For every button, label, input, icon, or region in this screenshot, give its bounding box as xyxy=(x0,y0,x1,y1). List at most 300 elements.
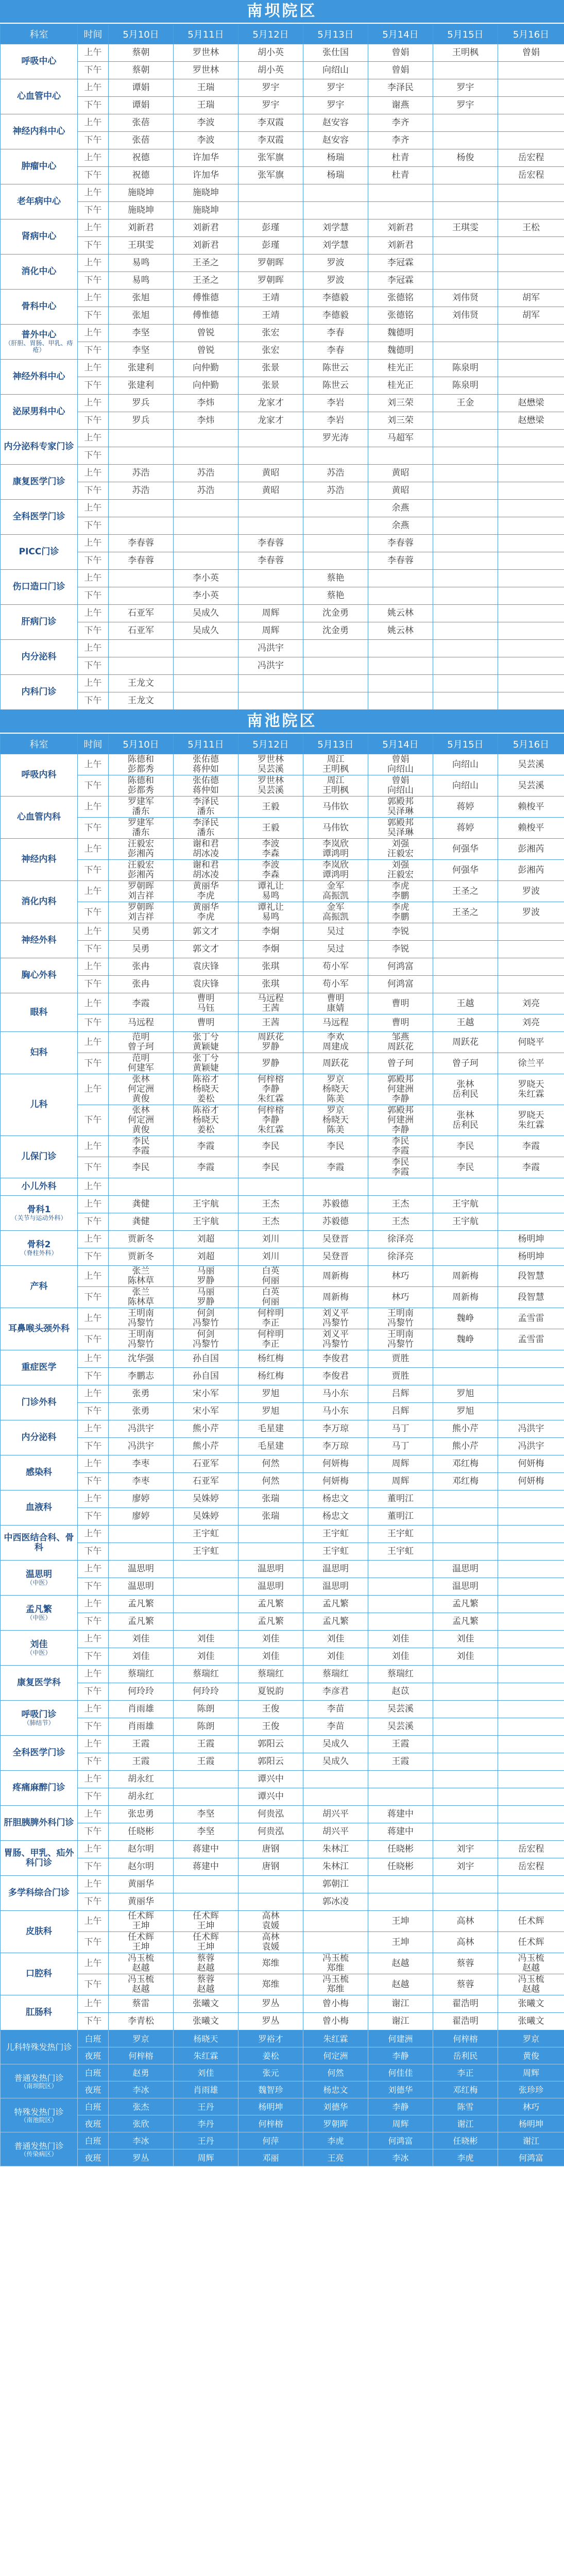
doctor-cell xyxy=(174,1788,238,1806)
doctor-cell xyxy=(368,1858,433,1876)
cell-line: 范明 xyxy=(132,1053,150,1063)
doctor-cell xyxy=(303,1613,368,1631)
doctor-cell xyxy=(109,79,174,97)
cell-line: 宋小军 xyxy=(193,1406,219,1416)
time-slot: 下午 xyxy=(78,237,109,255)
cell-line: 李齐 xyxy=(391,117,409,128)
doctor-cell xyxy=(174,1053,238,1074)
cell-line: 王毅 xyxy=(262,822,280,833)
cell-line: 曾锐 xyxy=(197,328,215,338)
doctor-cell xyxy=(368,114,433,132)
cell-line: 陈德和 xyxy=(128,775,154,786)
doctor-cell xyxy=(109,1841,174,1858)
cell-line: 李青松 xyxy=(128,2016,154,2026)
doctor-cell xyxy=(368,342,433,360)
doctor-cell xyxy=(238,1788,303,1806)
time-slot: 上午 xyxy=(78,290,109,307)
doctor-cell xyxy=(109,2149,174,2166)
schedule-row xyxy=(1,482,564,500)
doctor-cell xyxy=(368,2081,433,2098)
time-slot: 上午 xyxy=(78,881,109,902)
doctor-cell xyxy=(498,1438,564,1455)
time-slot: 下午 xyxy=(78,1823,109,1841)
doctor-cell xyxy=(498,605,564,622)
doctor-cell xyxy=(174,1455,238,1473)
cell-line: 吴成久 xyxy=(193,625,219,636)
cell-line: 汪毅宏 xyxy=(128,839,154,849)
doctor-cell xyxy=(303,2098,368,2115)
doctor-cell xyxy=(174,1074,238,1105)
schedule-row xyxy=(1,290,564,307)
doctor-cell xyxy=(238,1287,303,1308)
cell-line: 潘东 xyxy=(132,827,150,838)
cell-line: 赵懋梁 xyxy=(518,415,544,426)
cell-line: 吴芸溪 xyxy=(518,780,544,791)
cell-line: 何建洲 xyxy=(387,1115,414,1125)
doctor-cell xyxy=(303,412,368,430)
cell-line: 熊小芹 xyxy=(452,1423,478,1434)
doctor-cell xyxy=(433,1508,498,1526)
doctor-cell xyxy=(498,1893,564,1911)
schedule-row xyxy=(1,1350,564,1368)
doctor-cell xyxy=(238,62,303,79)
cell-line: 杨明坤 xyxy=(518,2119,543,2129)
doctor-cell xyxy=(368,1287,433,1308)
doctor-cell xyxy=(433,1248,498,1266)
doctor-cell xyxy=(109,675,174,692)
cell-line: 王龙文 xyxy=(128,678,154,688)
schedule-row xyxy=(1,1490,564,1508)
doctor-cell xyxy=(109,2030,174,2047)
doctor-cell xyxy=(433,2047,498,2064)
doctor-cell xyxy=(368,1578,433,1596)
doctor-cell xyxy=(498,167,564,184)
doctor-cell xyxy=(303,202,368,219)
cell-line: 杜青 xyxy=(391,170,409,180)
cell-line: 汪毅宏 xyxy=(128,860,154,870)
doctor-cell xyxy=(368,1631,433,1648)
doctor-cell xyxy=(303,1157,368,1178)
cell-line: 何妍梅 xyxy=(322,1476,349,1486)
doctor-cell xyxy=(174,1196,238,1213)
cell-line: 李泽民 xyxy=(193,796,219,807)
cell-line: 冯洪宇 xyxy=(518,1423,544,1434)
time-slot: 上午 xyxy=(78,1308,109,1329)
doctor-cell xyxy=(498,2132,564,2149)
cell-line: 李森 xyxy=(262,849,280,859)
doctor-cell xyxy=(498,675,564,692)
doctor-cell xyxy=(433,149,498,167)
doctor-cell xyxy=(174,1932,238,1953)
schedule-table xyxy=(0,734,564,2166)
doctor-cell xyxy=(433,395,498,412)
cell-line: 马远程 xyxy=(258,993,284,1004)
cell-line: 张杰 xyxy=(132,2102,149,2112)
doctor-cell xyxy=(303,79,368,97)
doctor-cell xyxy=(174,1438,238,1455)
cell-line: 李静 xyxy=(262,1084,280,1094)
doctor-cell xyxy=(238,775,303,796)
department-label: 内分泌科专家门诊 xyxy=(4,442,74,452)
doctor-cell xyxy=(498,1718,564,1736)
cell-line: 张旭 xyxy=(132,293,150,303)
cell-line: 赵越 xyxy=(197,1963,215,1973)
time-slot: 下午 xyxy=(78,818,109,839)
cell-line: 沈金勇 xyxy=(322,608,349,618)
doctor-cell xyxy=(498,2013,564,2030)
cell-line: 何萍 xyxy=(262,2136,279,2146)
doctor-cell xyxy=(368,1806,433,1823)
cell-line: 温思明 xyxy=(452,1581,478,1591)
cell-line: 陈泉明 xyxy=(452,380,478,391)
cell-line: 高振凯 xyxy=(322,891,349,901)
doctor-cell xyxy=(174,167,238,184)
doctor-cell xyxy=(174,1771,238,1788)
schedule-row xyxy=(1,958,564,976)
cell-line: 张瑞 xyxy=(262,1511,280,1521)
schedule-row xyxy=(1,1718,564,1736)
doctor-cell xyxy=(368,272,433,290)
time-slot: 下午 xyxy=(78,552,109,570)
department-label: 神经外科中心 xyxy=(12,371,65,382)
cell-line: 杨红梅 xyxy=(258,1371,284,1381)
department-name xyxy=(1,1701,78,1736)
schedule-row xyxy=(1,44,564,62)
doctor-cell xyxy=(174,1178,238,1196)
cell-line: 何丽 xyxy=(262,1297,280,1307)
doctor-cell xyxy=(238,44,303,62)
doctor-cell xyxy=(303,1974,368,1995)
doctor-cell xyxy=(174,62,238,79)
doctor-cell xyxy=(109,1995,174,2013)
cell-line: 黄丽华 xyxy=(193,881,219,891)
cell-line: 蒋仲如 xyxy=(193,764,219,774)
cell-line: 李岩 xyxy=(327,398,345,408)
doctor-cell xyxy=(109,958,174,976)
department-label: 门诊外科 xyxy=(21,1397,57,1408)
doctor-cell xyxy=(303,1287,368,1308)
cell-line: 冯玉梳 xyxy=(322,1974,349,1985)
doctor-cell xyxy=(174,2115,238,2132)
doctor-cell xyxy=(238,1718,303,1736)
doctor-cell xyxy=(238,1105,303,1136)
cell-line: 何玲玲 xyxy=(193,1686,219,1697)
schedule-row xyxy=(1,1771,564,1788)
doctor-cell xyxy=(174,1385,238,1403)
doctor-cell xyxy=(303,517,368,535)
cell-line: 刘佳 xyxy=(262,1651,280,1662)
doctor-cell xyxy=(368,2149,433,2166)
doctor-cell xyxy=(303,1473,368,1490)
cell-line: 王松 xyxy=(522,223,540,233)
doctor-cell xyxy=(238,605,303,622)
doctor-cell xyxy=(368,1178,433,1196)
department-label: 多学科综合门诊 xyxy=(8,1888,70,1898)
doctor-cell xyxy=(433,958,498,976)
cell-line: 任晓彬 xyxy=(453,2136,478,2146)
cell-line: 石亚军 xyxy=(128,625,154,636)
cell-line: 姚云林 xyxy=(387,608,414,618)
cell-line: 曹明 xyxy=(197,1018,215,1028)
doctor-cell xyxy=(433,307,498,325)
cell-line: 吴勇 xyxy=(132,944,150,954)
doctor-cell xyxy=(174,1858,238,1876)
cell-line: 罗旭 xyxy=(262,1388,280,1399)
doctor-cell xyxy=(368,1841,433,1858)
doctor-cell xyxy=(238,1032,303,1053)
special-row xyxy=(1,2098,564,2115)
time-slot: 上午 xyxy=(78,395,109,412)
department-label: 肾病中心 xyxy=(21,231,57,242)
doctor-cell xyxy=(433,941,498,958)
cell-line: 刘伟贤 xyxy=(452,310,478,320)
doctor-cell xyxy=(303,1403,368,1420)
department-name xyxy=(1,219,78,255)
cell-line: 李鹏 xyxy=(391,891,409,901)
doctor-cell xyxy=(174,552,238,570)
time-slot: 上午 xyxy=(78,1953,109,1974)
doctor-cell xyxy=(109,1771,174,1788)
cell-line: 岳利民 xyxy=(453,2050,478,2061)
cell-line: 罗静 xyxy=(262,1042,280,1052)
cell-line: 岳宏程 xyxy=(518,1861,544,1872)
doctor-cell xyxy=(498,839,564,860)
department-note: （中医） xyxy=(26,1614,52,1621)
doctor-cell xyxy=(368,500,433,517)
department-label: 全科医学门诊 xyxy=(12,1748,65,1758)
doctor-cell xyxy=(303,1932,368,1953)
doctor-cell xyxy=(238,958,303,976)
cell-line: 罗兵 xyxy=(132,398,150,408)
special-row xyxy=(1,2047,564,2064)
doctor-cell xyxy=(433,1385,498,1403)
cell-line: 毛星建 xyxy=(258,1423,284,1434)
doctor-cell xyxy=(433,62,498,79)
doctor-cell xyxy=(109,570,174,587)
doctor-cell xyxy=(498,377,564,395)
doctor-cell xyxy=(109,1053,174,1074)
time-slot: 夜班 xyxy=(78,2081,109,2098)
time-slot: 下午 xyxy=(78,1893,109,1911)
cell-line: 张忠勇 xyxy=(128,1809,154,1819)
department-name xyxy=(1,395,78,430)
cell-line: 岳宏程 xyxy=(518,170,544,180)
cell-line: 马钰 xyxy=(197,1003,215,1013)
time-slot: 下午 xyxy=(78,1788,109,1806)
doctor-cell xyxy=(174,839,238,860)
doctor-cell xyxy=(433,1876,498,1893)
doctor-cell xyxy=(109,2064,174,2081)
cell-line: 杨明坤 xyxy=(518,1234,544,1244)
doctor-cell xyxy=(109,1858,174,1876)
doctor-cell xyxy=(498,1753,564,1771)
time-slot: 下午 xyxy=(78,1718,109,1736)
cell-line: 何强华 xyxy=(452,865,478,875)
doctor-cell xyxy=(303,237,368,255)
doctor-cell xyxy=(498,2081,564,2098)
doctor-cell xyxy=(174,44,238,62)
doctor-cell xyxy=(109,622,174,640)
department-name xyxy=(1,1385,78,1420)
cell-line: 杨红梅 xyxy=(258,1353,284,1364)
doctor-cell xyxy=(238,1876,303,1893)
doctor-cell xyxy=(174,1350,238,1368)
department-label: 胸心外科 xyxy=(21,970,57,980)
time-slot: 下午 xyxy=(78,412,109,430)
cell-line: 苏浩 xyxy=(132,468,150,478)
doctor-cell xyxy=(109,1014,174,1032)
schedule-row xyxy=(1,1074,564,1105)
cell-line: 刘佳 xyxy=(262,1634,280,1644)
doctor-cell xyxy=(303,860,368,881)
time-slot: 上午 xyxy=(78,1736,109,1753)
doctor-cell xyxy=(368,1136,433,1157)
doctor-cell xyxy=(109,775,174,796)
column-header: 科室 xyxy=(1,734,78,754)
time-slot: 上午 xyxy=(78,839,109,860)
cell-line: 罗京 xyxy=(132,2033,149,2044)
cell-line: 郭文才 xyxy=(193,944,219,954)
time-slot: 下午 xyxy=(78,1578,109,1596)
cell-line: 李德毅 xyxy=(322,310,349,320)
time-slot: 下午 xyxy=(78,2013,109,2030)
doctor-cell xyxy=(498,796,564,818)
cell-line: 李春蓉 xyxy=(128,538,154,548)
time-slot: 下午 xyxy=(78,62,109,79)
cell-line: 冯玉梳 xyxy=(128,1974,154,1985)
cell-line: 张林 xyxy=(132,1105,150,1115)
doctor-cell xyxy=(368,412,433,430)
time-slot: 上午 xyxy=(78,1074,109,1105)
doctor-cell xyxy=(433,1231,498,1248)
cell-line: 何然 xyxy=(262,1459,280,1469)
doctor-cell xyxy=(433,1105,498,1136)
doctor-cell xyxy=(433,465,498,482)
cell-line: 李彦君 xyxy=(322,1686,349,1697)
doctor-cell xyxy=(368,605,433,622)
doctor-cell xyxy=(238,202,303,219)
cell-line: 曾娟 xyxy=(391,775,409,786)
cell-line: 罗朝晖 xyxy=(258,258,284,268)
cell-line: 罗朝晖 xyxy=(128,881,154,891)
cell-line: 傅惟德 xyxy=(193,310,219,320)
time-slot: 白班 xyxy=(78,2098,109,2115)
cell-line: 刘佳 xyxy=(197,2067,214,2078)
cell-line: 郭阳云 xyxy=(258,1739,284,1749)
cell-line: 李霞 xyxy=(197,1141,215,1151)
time-slot: 下午 xyxy=(78,447,109,465)
doctor-cell xyxy=(498,272,564,290)
doctor-cell xyxy=(433,97,498,114)
time-slot: 下午 xyxy=(78,1753,109,1771)
doctor-cell xyxy=(174,1823,238,1841)
cell-line: 张德铭 xyxy=(387,293,414,303)
doctor-cell xyxy=(433,2149,498,2166)
schedule-row xyxy=(1,237,564,255)
doctor-cell xyxy=(174,860,238,881)
doctor-cell xyxy=(174,923,238,941)
time-slot: 下午 xyxy=(78,1329,109,1350)
department-label: 肿瘤中心 xyxy=(21,161,57,172)
schedule-row xyxy=(1,1823,564,1841)
doctor-cell xyxy=(498,1074,564,1105)
schedule-row xyxy=(1,1287,564,1308)
department-label: 肛肠科 xyxy=(26,2007,52,2018)
cell-line: 李虎 xyxy=(391,881,409,891)
doctor-cell xyxy=(498,1701,564,1718)
doctor-cell xyxy=(174,1995,238,2013)
department-label: 内科门诊 xyxy=(21,687,57,697)
cell-line: 李苗 xyxy=(327,1721,345,1732)
cell-line: 曹明 xyxy=(327,993,345,1004)
doctor-cell xyxy=(109,993,174,1014)
doctor-cell xyxy=(303,184,368,202)
cell-line: 向绍山 xyxy=(387,764,414,774)
time-slot: 下午 xyxy=(78,1613,109,1631)
cell-line: 赵越 xyxy=(197,1984,215,1994)
doctor-cell xyxy=(368,237,433,255)
department-name xyxy=(1,570,78,605)
doctor-cell xyxy=(498,754,564,775)
department-name xyxy=(1,881,78,923)
cell-line: 向绍山 xyxy=(387,785,414,795)
schedule-row xyxy=(1,818,564,839)
cell-line: 冯玉梳 xyxy=(128,1953,154,1963)
doctor-cell xyxy=(238,1178,303,1196)
doctor-cell xyxy=(109,290,174,307)
doctor-cell xyxy=(174,517,238,535)
department-label: PICC门诊 xyxy=(19,547,59,557)
doctor-cell xyxy=(498,2047,564,2064)
cell-line: 李民 xyxy=(262,1141,280,1151)
doctor-cell xyxy=(303,500,368,517)
department-label: 全科医学门诊 xyxy=(12,512,65,522)
column-header: 时间 xyxy=(78,24,109,44)
cell-line: 蒋婷 xyxy=(456,801,474,812)
doctor-cell xyxy=(303,1911,368,1932)
cell-line: 蔡蓉 xyxy=(197,1974,215,1985)
cell-line: 朱红霖 xyxy=(518,1120,544,1130)
doctor-cell xyxy=(498,1136,564,1157)
cell-line: 张曦文 xyxy=(193,2016,219,2026)
cell-line: 罗朝晖 xyxy=(323,2119,348,2129)
cell-line: 李春 xyxy=(327,328,345,338)
cell-line: 王瑞 xyxy=(197,82,215,93)
doctor-cell xyxy=(498,1995,564,2013)
cell-line: 何剑 xyxy=(197,1308,215,1318)
cell-line: 吴过 xyxy=(327,926,345,937)
doctor-cell xyxy=(368,1995,433,2013)
doctor-cell xyxy=(498,1841,564,1858)
doctor-cell xyxy=(433,1136,498,1157)
cell-line: 王琪雯 xyxy=(452,223,478,233)
cell-line: 何鸿富 xyxy=(387,979,414,989)
doctor-cell xyxy=(368,1403,433,1420)
doctor-cell xyxy=(368,1823,433,1841)
doctor-cell xyxy=(109,657,174,675)
cell-line: 罗丛 xyxy=(262,1998,280,2009)
doctor-cell xyxy=(368,1329,433,1350)
cell-line: 彭湘芮 xyxy=(128,870,154,880)
doctor-cell xyxy=(238,839,303,860)
cell-line: 罗静 xyxy=(262,1058,280,1069)
doctor-cell xyxy=(303,1858,368,1876)
doctor-cell xyxy=(498,202,564,219)
cell-line: 周辉 xyxy=(391,1459,409,1469)
doctor-cell xyxy=(368,860,433,881)
cell-line: 李小英 xyxy=(193,573,219,583)
cell-line: 杨瑞 xyxy=(327,170,345,180)
